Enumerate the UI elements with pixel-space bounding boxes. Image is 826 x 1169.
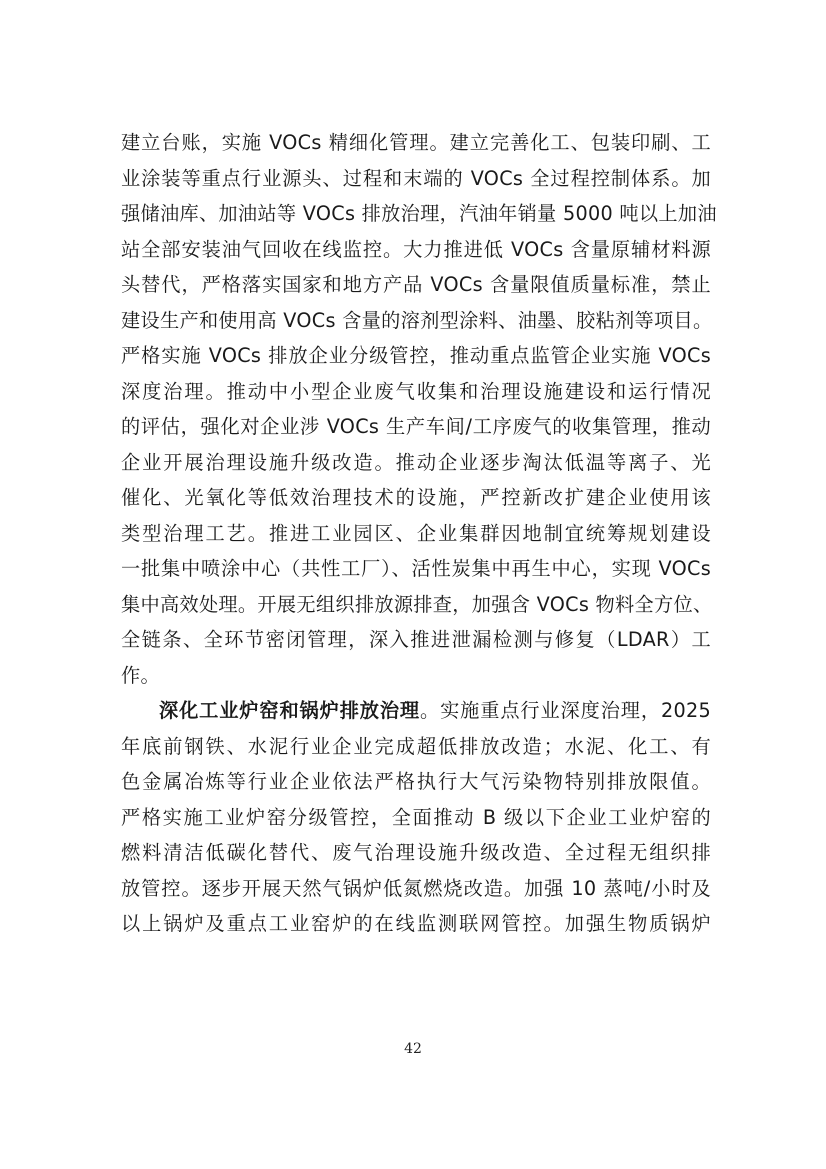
text-line: 业涂装等重点行业源头、过程和末端的 VOCs 全过程控制体系。加 bbox=[121, 166, 711, 190]
text-line: 深度治理。推动中小型企业废气收集和治理设施建设和运行情况 bbox=[121, 379, 711, 403]
text-line: 催化、光氧化等低效治理技术的设施，严控新改扩建企业使用该 bbox=[121, 486, 711, 509]
text-line: 建立台账，实施 VOCs 精细化管理。建立完善化工、包装印刷、工 bbox=[121, 131, 711, 154]
section-lead-heading: 深化工业炉窑和锅炉排放治理 bbox=[159, 699, 421, 722]
text-line: 企业开展治理设施升级改造。推动企业逐步淘汰低温等离子、光 bbox=[121, 450, 711, 474]
text-line: 色金属冶炼等行业企业依法严格执行大气污染物特别排放限值。 bbox=[121, 770, 711, 793]
text-line-last: 作。 bbox=[121, 663, 160, 687]
text-line: 的评估，强化对企业涉 VOCs 生产车间/工序废气的收集管理，推动 bbox=[121, 415, 711, 438]
text-line: 全链条、全环节密闭管理，深入推进泄漏检测与修复（LDAR）工 bbox=[121, 628, 711, 651]
first-line-text: 。实施重点行业深度治理，2025 bbox=[420, 699, 711, 722]
page-number: 42 bbox=[404, 1041, 422, 1057]
text-line: 集中高效处理。开展无组织排放源排查，加强含 VOCs 物料全方位、 bbox=[121, 592, 713, 616]
text-line: 放管控。逐步开展天然气锅炉低氮燃烧改造。加强 10 蒸吨/小时及 bbox=[121, 876, 711, 900]
paragraph-kiln-boiler bbox=[121, 693, 711, 942]
text-line: 以上锅炉及重点工业窑炉的在线监测联网管控。加强生物质锅炉 bbox=[121, 912, 711, 935]
text-line: 燃料清洁低碳化替代、废气治理设施升级改造、全过程无组织排 bbox=[121, 841, 711, 864]
text-line: 类型治理工艺。推进工业园区、企业集群因地制宜统筹规划建设 bbox=[121, 521, 711, 545]
text-line: 强储油库、加油站等 VOCs 排放治理，汽油年销量 5000 吨以上加油 bbox=[121, 202, 717, 225]
text-line: 年底前钢铁、水泥行业企业完成超低排放改造；水泥、化工、有 bbox=[121, 734, 711, 758]
text-line: 严格实施 VOCs 排放企业分级管控，推动重点监管企业实施 VOCs bbox=[121, 344, 711, 367]
text-line: 建设生产和使用高 VOCs 含量的溶剂型涂料、油墨、胶粘剂等项目。 bbox=[121, 308, 713, 332]
body-text bbox=[121, 125, 717, 942]
text-line-first bbox=[121, 693, 711, 729]
text-line: 严格实施工业炉窑分级管控，全面推动 B 级以下企业工业炉窑的 bbox=[121, 805, 711, 829]
paragraph-vocs-management bbox=[121, 125, 717, 693]
text-line: 一批集中喷涂中心（共性工厂）、活性炭集中再生中心，实现 VOCs bbox=[121, 557, 711, 580]
text-line: 站全部安装油气回收在线监控。大力推进低 VOCs 含量原辅材料源 bbox=[121, 237, 711, 261]
text-line: 头替代，严格落实国家和地方产品 VOCs 含量限值质量标准，禁止 bbox=[121, 273, 711, 296]
